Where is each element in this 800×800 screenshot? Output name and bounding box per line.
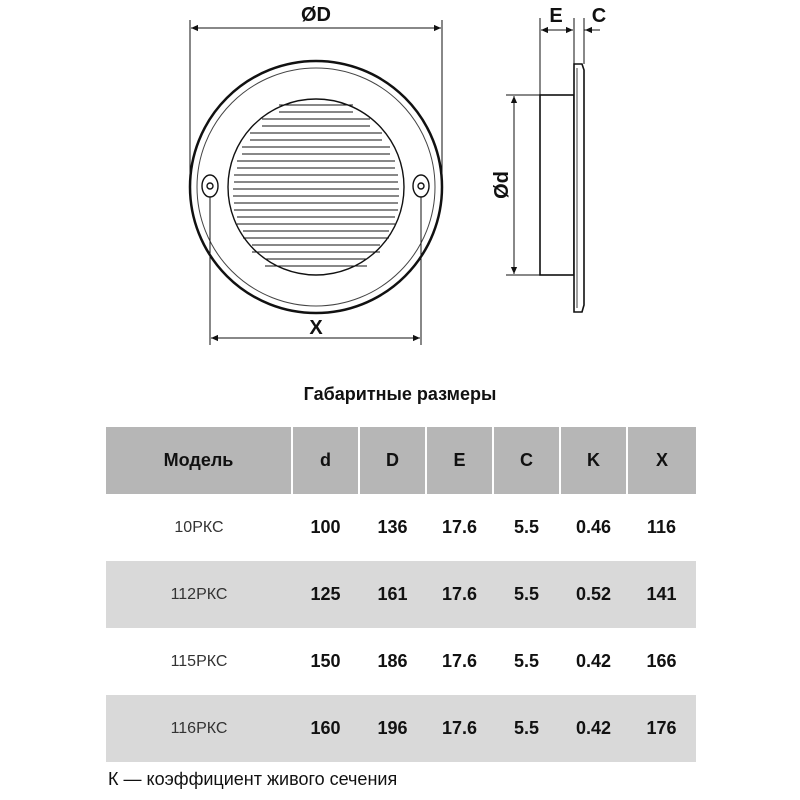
header-C: C [493,427,560,494]
table-row [106,628,696,695]
cell-X: 141 [627,561,696,628]
header-model: Модель [106,427,292,494]
table-header-row [106,427,696,494]
cell-E: 17.6 [426,561,493,628]
cell-model: 116РКС [106,695,292,762]
cell-model: 115РКС [170,652,228,670]
label-E: E [549,5,563,27]
cell-K: 0.42 [560,695,627,762]
table-title: Габаритные размеры [303,384,497,404]
cell-X: 116 [646,517,677,537]
cell-d: 125 [292,561,359,628]
cell-X: 176 [627,695,696,762]
cell-E: 17.6 [441,651,478,671]
header-d: d [292,427,359,494]
grille-louvers [233,105,399,266]
front-view [190,61,442,313]
grille-circle [228,99,404,275]
cell-K: 0.46 [575,517,612,537]
label-X: X [309,317,323,339]
header-E: E [426,427,493,494]
cell-model: 112РКС [106,561,292,628]
cell-d: 160 [292,695,359,762]
cell-d: 150 [310,651,341,671]
screw-holes [202,175,429,197]
cell-D: 161 [359,561,426,628]
table-row [106,561,696,628]
dimension-E-C [540,18,600,95]
cell-C: 5.5 [513,517,540,537]
table-row [106,494,696,561]
dimensions-table [106,427,696,762]
label-D: ØD [301,4,331,26]
header-X: X [627,427,696,494]
footnote: К — коэффициент живого сечения [108,769,398,789]
inner-rim [197,68,435,306]
cell-C: 5.5 [493,561,560,628]
cell-D: 186 [377,651,408,671]
cell-E: 17.6 [426,695,493,762]
cell-C: 5.5 [493,695,560,762]
side-view [540,64,584,312]
cell-K: 0.52 [560,561,627,628]
technical-drawing [0,0,800,370]
cell-D: 196 [359,695,426,762]
cell-d: 100 [310,517,341,537]
header-D: D [359,427,426,494]
dimension-D [190,20,442,185]
header-K: K [560,427,627,494]
label-d: Ød [491,171,513,199]
cell-E: 17.6 [441,517,478,537]
cell-model: 10РКС [174,518,224,536]
label-C: C [591,5,607,27]
cell-K: 0.42 [575,651,612,671]
table-row [106,695,696,762]
cell-C: 5.5 [513,651,540,671]
cell-D: 136 [377,517,408,537]
cell-X: 166 [646,651,677,671]
